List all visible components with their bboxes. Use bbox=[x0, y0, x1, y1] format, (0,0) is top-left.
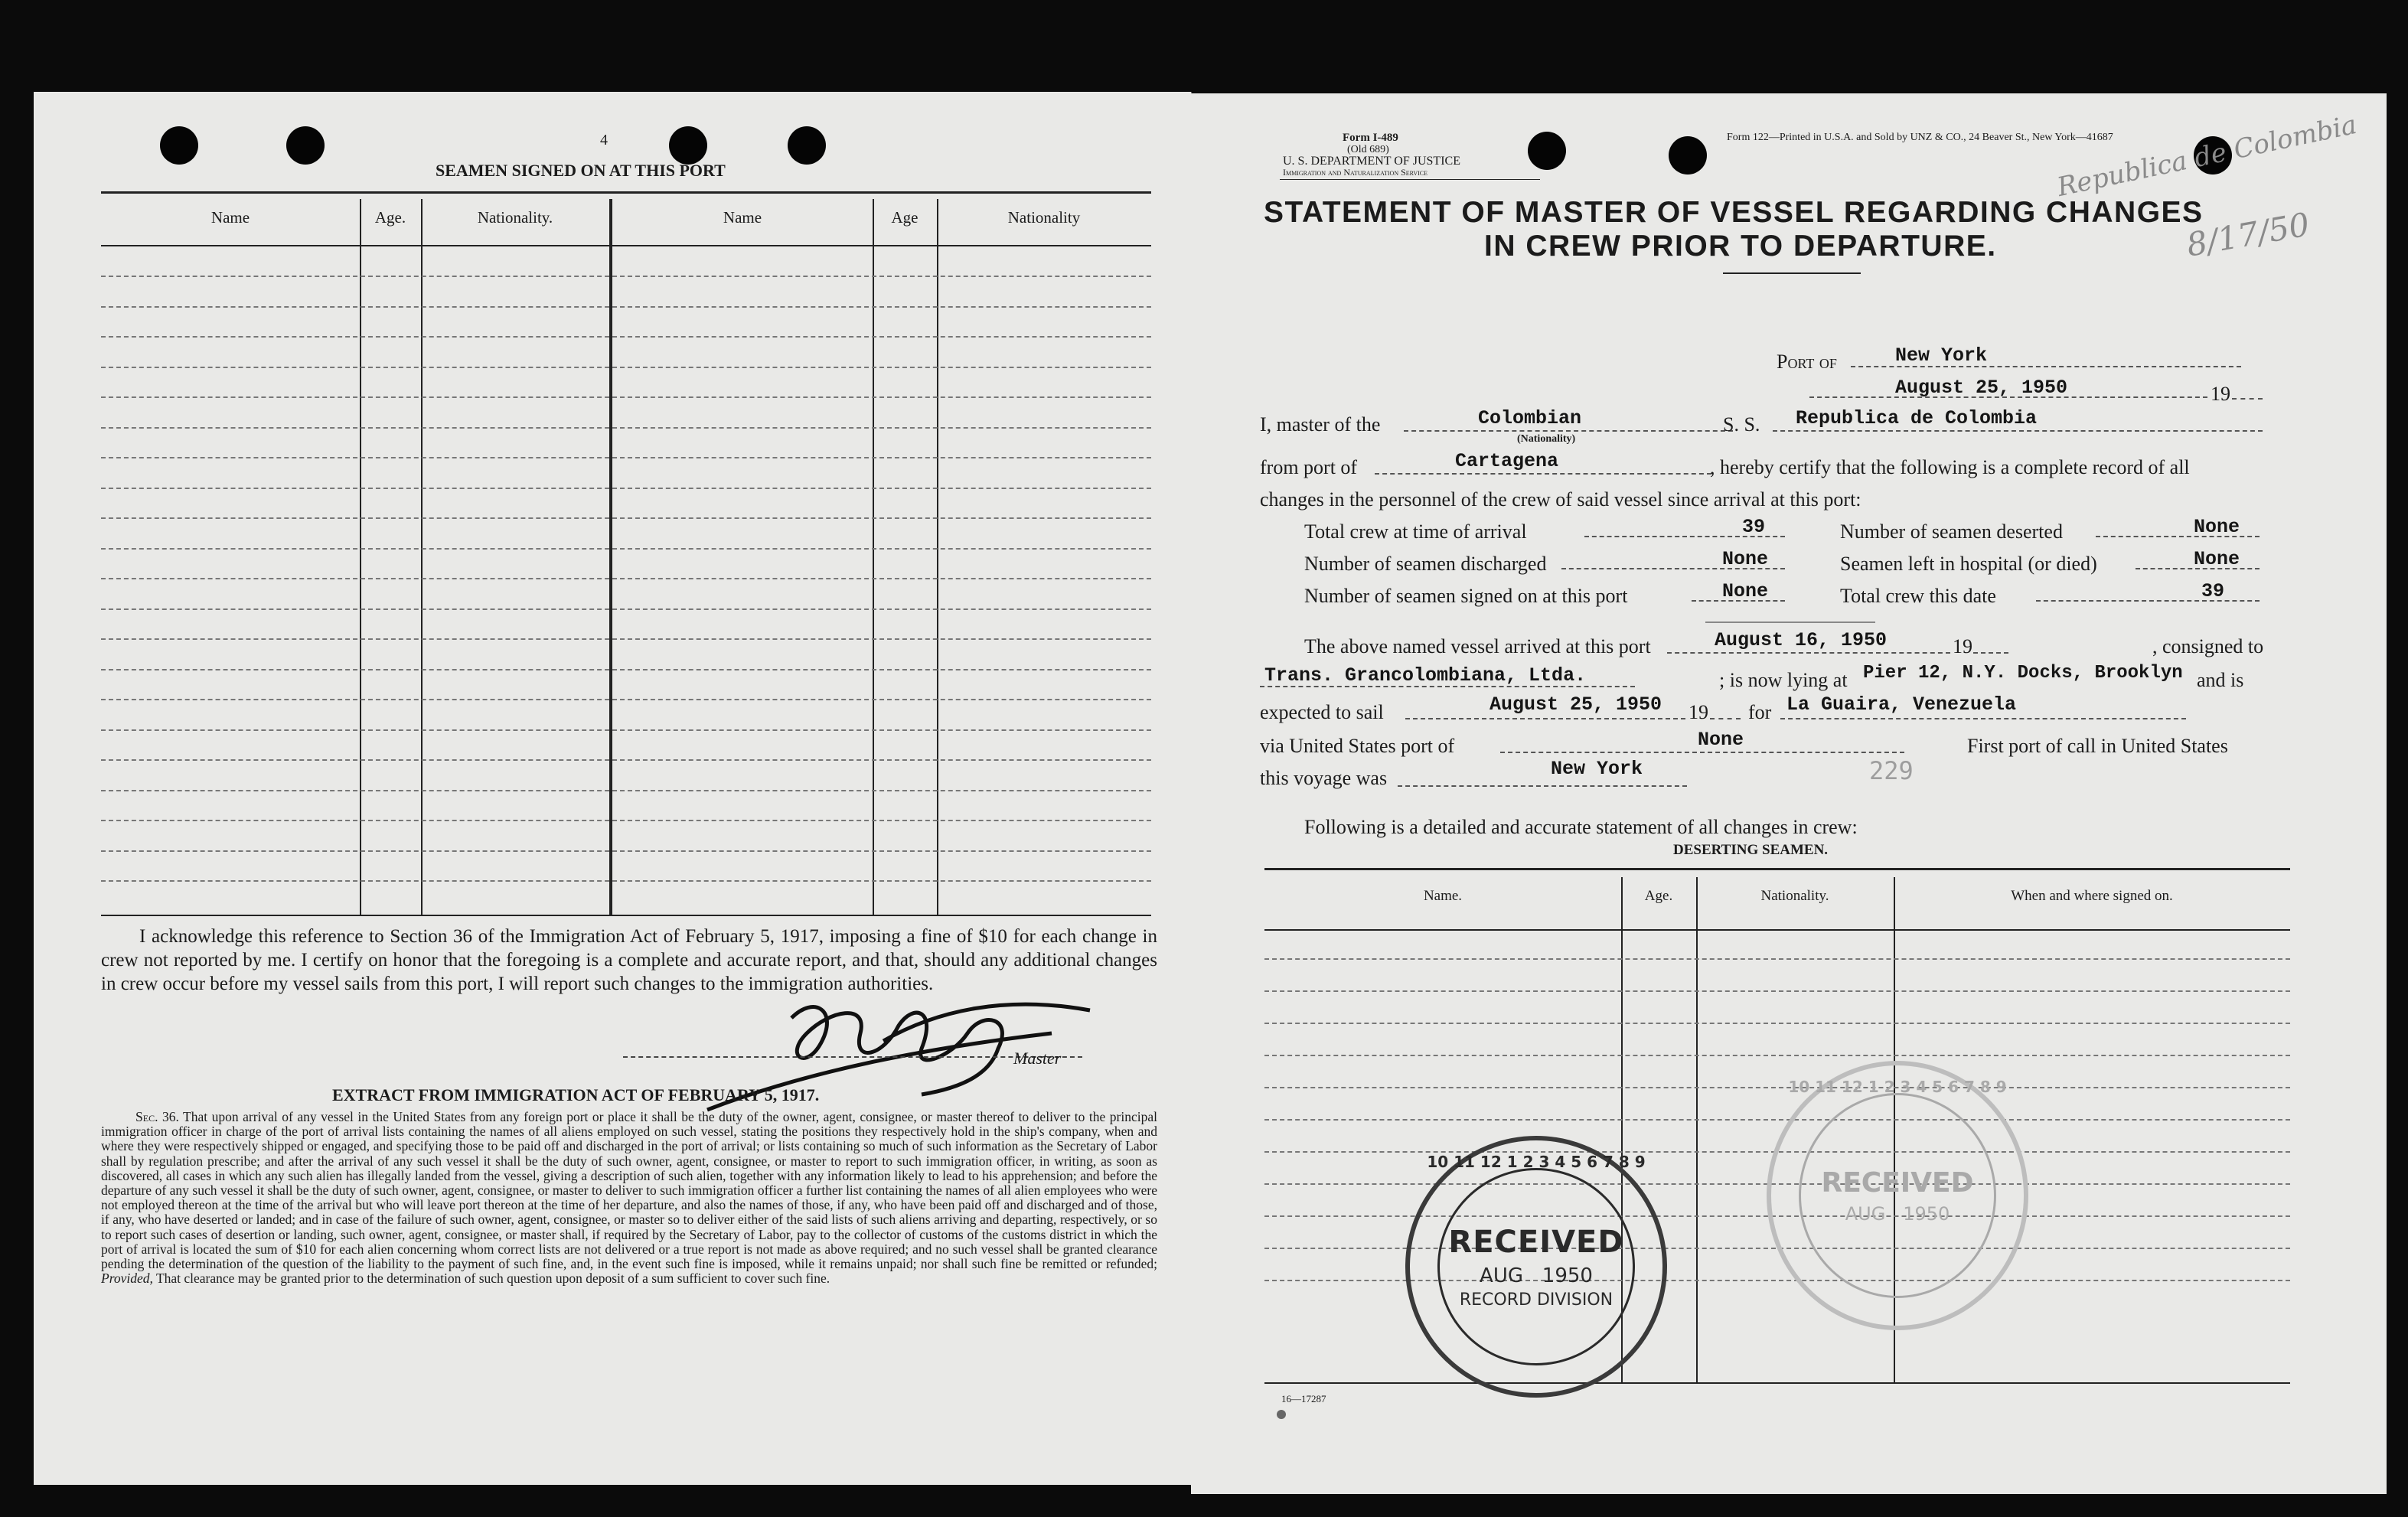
vessel-name: Republica de Colombia bbox=[1796, 407, 2038, 429]
following-text: Following is a detailed and accurate statement of all changes in crew: bbox=[1304, 816, 1858, 838]
consignee-value: Trans. Grancolombiana, Ltda. bbox=[1264, 664, 1587, 687]
col-divider bbox=[1696, 877, 1698, 1382]
deserting-col-signed-on: When and where signed on. bbox=[2011, 888, 2173, 904]
vessel-line bbox=[1773, 430, 2263, 432]
deserting-header-rule bbox=[1264, 929, 2290, 931]
for-line bbox=[1780, 718, 2186, 719]
lying-label: ; is now lying at bbox=[1719, 669, 1848, 691]
blank-row-line bbox=[1264, 1087, 2290, 1088]
blank-row-line bbox=[1264, 990, 2290, 992]
arrived-line bbox=[1667, 652, 1950, 654]
right-page bbox=[1191, 93, 2387, 1494]
year-line bbox=[2232, 398, 2263, 400]
stamp-month: AUG bbox=[1480, 1264, 1523, 1287]
blank-row-line bbox=[101, 367, 1151, 368]
blank-row-line bbox=[101, 880, 1151, 882]
deserting-col-name: Name. bbox=[1423, 888, 1463, 904]
extract-text bbox=[101, 1110, 1157, 1286]
deserting-col-nationality: Nationality. bbox=[1760, 888, 1829, 904]
stamp-number: 229 bbox=[1869, 756, 1914, 785]
received-stamp bbox=[1405, 1136, 1667, 1398]
ss-label: S. S. bbox=[1723, 413, 1760, 436]
deserted-value: None bbox=[2194, 516, 2240, 538]
voyage-line bbox=[1398, 785, 1687, 787]
discharged-label: Number of seamen discharged bbox=[1304, 553, 1547, 575]
stamp-month: AUG bbox=[1845, 1202, 1886, 1225]
blank-row-line bbox=[101, 578, 1151, 579]
blank-row-line bbox=[101, 276, 1151, 277]
expected-value: August 25, 1950 bbox=[1490, 693, 1662, 716]
certify-text: , hereby certify that the following is a complete record of all bbox=[1710, 456, 2190, 478]
signed-on-value: None bbox=[1722, 580, 1769, 602]
blank-row-line bbox=[101, 306, 1151, 308]
footer-code: 16—17287 bbox=[1281, 1393, 1326, 1404]
blank-row-line bbox=[101, 427, 1151, 429]
blank-row-line bbox=[101, 396, 1151, 398]
hospital-label: Seamen left in hospital (or died) bbox=[1840, 553, 2097, 575]
total-crew-date-label: Total crew this date bbox=[1840, 585, 1996, 607]
col-header-nationality: Nationality. bbox=[477, 208, 553, 227]
handwritten-note: Republica de Colombia bbox=[2054, 109, 2360, 204]
blank-row-line bbox=[101, 517, 1151, 519]
blank-row-line bbox=[101, 669, 1151, 670]
form-title-line2: IN CREW PRIOR TO DEPARTURE. bbox=[1484, 230, 1997, 263]
stamp-year: 1950 bbox=[1542, 1264, 1593, 1287]
page-number: 4 bbox=[600, 132, 608, 148]
punch-hole bbox=[669, 126, 707, 165]
blank-row-line bbox=[101, 548, 1151, 550]
speck bbox=[1277, 1410, 1286, 1419]
blank-row-line bbox=[101, 638, 1151, 640]
blank-row-line bbox=[101, 820, 1151, 821]
port-of-value: New York bbox=[1895, 344, 1988, 367]
table-top-rule bbox=[101, 191, 1151, 194]
punch-hole bbox=[286, 126, 325, 165]
year-line bbox=[1973, 652, 2008, 654]
header-rule bbox=[1280, 179, 1540, 180]
left-page bbox=[34, 92, 1191, 1485]
deserting-col-age: Age. bbox=[1644, 888, 1673, 904]
via-line bbox=[1500, 752, 1904, 753]
department: U. S. DEPARTMENT OF JUSTICE bbox=[1283, 155, 1460, 168]
extract-title: EXTRACT FROM IMMIGRATION ACT OF FEBRUARY 5, 1917. bbox=[332, 1085, 820, 1104]
handwritten-date: 8/17/50 bbox=[2183, 205, 2312, 264]
stats-separator bbox=[1705, 621, 1875, 623]
stamp-inner-ring bbox=[1799, 1093, 1996, 1298]
hospital-value: None bbox=[2194, 548, 2240, 570]
voyage-label: this voyage was bbox=[1260, 767, 1388, 789]
received-stamp-faint bbox=[1767, 1061, 2028, 1330]
col-header-age: Age. bbox=[374, 208, 406, 227]
signed-on-label: Number of seamen signed on at this port bbox=[1304, 585, 1628, 607]
total-crew-arrival-label: Total crew at time of arrival bbox=[1304, 520, 1527, 543]
deserted-label: Number of seamen deserted bbox=[1840, 520, 2063, 543]
arrived-year: 19 bbox=[1953, 635, 1972, 657]
col-header-name: Name bbox=[210, 208, 250, 227]
stamp-division: RECORD DIVISION bbox=[1459, 1290, 1613, 1310]
blank-row-line bbox=[101, 336, 1151, 338]
title-underline bbox=[1723, 272, 1861, 274]
discharged-value: None bbox=[1722, 548, 1769, 570]
for-value: La Guaira, Venezuela bbox=[1786, 693, 2017, 716]
blank-row-line bbox=[1264, 1055, 2290, 1056]
lying-value: Pier 12, N.Y. Docks, Brooklyn bbox=[1863, 663, 2183, 683]
blank-row-line bbox=[1264, 958, 2290, 960]
total-crew-arrival-value: 39 bbox=[1742, 516, 1766, 538]
blank-row-line bbox=[101, 699, 1151, 700]
stat-line bbox=[2036, 600, 2260, 602]
deserting-bottom-rule bbox=[1264, 1382, 2290, 1384]
expected-year: 19 bbox=[1689, 701, 1708, 723]
form-title-line1: STATEMENT OF MASTER OF VESSEL REGARDING CHANGES bbox=[1264, 196, 2204, 229]
blank-row-line bbox=[101, 457, 1151, 458]
year-prefix: 19 bbox=[2211, 383, 2230, 405]
punch-hole bbox=[1669, 136, 1707, 175]
voyage-value: New York bbox=[1551, 758, 1643, 780]
acknowledgement-text: I acknowledge this reference to Section 36 of the Immigration Act of February 5, 1917, imposing a fine of $10 for each change in crew not reported by me. I certify on honor that the foregoing is a complete and accurate report, and that, should any additional changes in crew occur before my vessel sails from this port, I will report such changes to the immigration authorities. bbox=[101, 926, 1157, 994]
port-of-label: Port of bbox=[1777, 351, 1837, 373]
col-header-name-2: Name bbox=[723, 208, 762, 227]
table-header-rule bbox=[101, 245, 1151, 246]
blank-row-line bbox=[1264, 1023, 2290, 1024]
service: Immigration and Naturalization Service bbox=[1283, 167, 1428, 178]
expected-line bbox=[1405, 718, 1685, 719]
from-port-value: Cartagena bbox=[1455, 450, 1559, 472]
stamp-year: 1950 bbox=[1903, 1202, 1950, 1225]
via-label: via United States port of bbox=[1260, 735, 1455, 757]
arrived-value: August 16, 1950 bbox=[1715, 629, 1888, 651]
for-label: for bbox=[1748, 701, 1772, 723]
via-value: None bbox=[1698, 729, 1744, 751]
master-of-label: I, master of the bbox=[1260, 413, 1381, 436]
deserting-top-rule bbox=[1264, 868, 2290, 870]
blank-row-line bbox=[101, 729, 1151, 731]
blank-row-line bbox=[101, 608, 1151, 610]
nationality-line bbox=[1404, 430, 1733, 432]
nationality-caption: (Nationality) bbox=[1517, 433, 1576, 445]
punch-hole bbox=[1528, 132, 1566, 170]
punch-hole bbox=[788, 126, 826, 165]
stamp-received: RECEIVED bbox=[1448, 1224, 1624, 1260]
deserting-title: DESERTING SEAMEN. bbox=[1673, 842, 1829, 858]
blank-row-line bbox=[101, 850, 1151, 852]
blank-row-line bbox=[1264, 1119, 2290, 1121]
blank-row-line bbox=[101, 759, 1151, 761]
form-old-number: (Old 689) bbox=[1347, 144, 1389, 155]
extract-end: That clearance may be granted prior to the determination of such question upon deposit of a sum sufficient to cover such fine. bbox=[155, 1271, 830, 1287]
extract-section: Sec. 36. bbox=[135, 1109, 179, 1124]
arrived-label: The above named vessel arrived at this port bbox=[1304, 635, 1651, 657]
table-bottom-rule bbox=[101, 915, 1151, 916]
and-is: and is bbox=[2197, 669, 2244, 691]
changes-text: changes in the personnel of the crew of said vessel since arrival at this port: bbox=[1260, 488, 1861, 511]
stamp-ring-numbers: 10 11 12 1 2 3 4 5 6 7 8 9 bbox=[1788, 1078, 2007, 1096]
first-port-label: First port of call in United States bbox=[1967, 735, 2228, 757]
master-label: Master bbox=[1013, 1049, 1062, 1068]
stamp-received: RECEIVED bbox=[1821, 1166, 1974, 1199]
year-line bbox=[1710, 718, 1741, 719]
extract-provided: Provided, bbox=[101, 1271, 153, 1287]
consigned-label: , consigned to bbox=[2152, 635, 2264, 657]
stamp-ring-numbers: 10 11 12 1 2 3 4 5 6 7 8 9 bbox=[1427, 1153, 1646, 1171]
nationality-value: Colombian bbox=[1478, 407, 1582, 429]
form-number: Form I-489 bbox=[1343, 132, 1398, 144]
printer-line: Form 122—Printed in U.S.A. and Sold by UNZ & CO., 24 Beaver St., New York—41687 bbox=[1727, 132, 2113, 143]
punch-hole bbox=[160, 126, 198, 165]
col-header-nationality-2: Nationality bbox=[1007, 208, 1081, 227]
blank-row-line bbox=[101, 488, 1151, 489]
blank-row-line bbox=[101, 790, 1151, 791]
from-port-line bbox=[1375, 473, 1711, 475]
section-title: SEAMEN SIGNED ON AT THIS PORT bbox=[436, 161, 726, 180]
date-value: August 25, 1950 bbox=[1895, 377, 2068, 399]
stamp-inner-ring bbox=[1437, 1168, 1635, 1365]
expected-label: expected to sail bbox=[1260, 701, 1384, 723]
col-header-age-2: Age bbox=[891, 208, 918, 227]
extract-body: That upon arrival of any vessel in the United States from any foreign port or place it shall be the duty of the owner, agent, consignee, or master thereof to deliver to the principal immigration officer in charge of the port of arrival lists containing the names of all aliens employed on such vessel, stating the positions they respectively hold in the ship's company, when and where they were respectively shipped or engaged, and specifying those to be paid off and discharged in the port of arrival; or lists containing so much of such information as the Secretary of Labor shall by regulation prescribe; and after the arrival of any such vessel it shall be the duty of such owner, agent, consignee, or master to report to such immigration officer, in writing, as soon as discovered, all cases in which any such alien has illegally landed from the vessel, giving a description of such alien, together with any information likely to lead to his apprehension; and before the departure of any such vessel it shall be the duty of such owner, agent, consignee, or master to deliver to such immigration officer a further list containing the names of all alien employees who were not employed thereon at the time of the arrival but who will leave port thereon at the time of her departure, and also the names of those, if any, who have been paid off and discharged and of those, if any, who have deserted or landed; and in case of the failure of such owner, agent, consignee, or master so to deliver either of the said lists of such aliens arriving and departing, respectively, or so to report such cases of desertion or landing, such owner, agent, consignee, or master shall, if required by the Secretary of Labor, pay to the collector of customs of the customs district in which the port of arrival is located the sum of $10 for each alien concerning whom correct lists are not delivered or a true report is not made as above required; and no such vessel shall be granted clearance pending the determination of the question of the liability to the payment of such fine, and, in the event such fine is imposed, while it remains unpaid; nor shall such fine be remitted or refunded; bbox=[101, 1109, 1157, 1272]
total-crew-date-value: 39 bbox=[2201, 580, 2225, 602]
from-port-label: from port of bbox=[1260, 456, 1358, 478]
